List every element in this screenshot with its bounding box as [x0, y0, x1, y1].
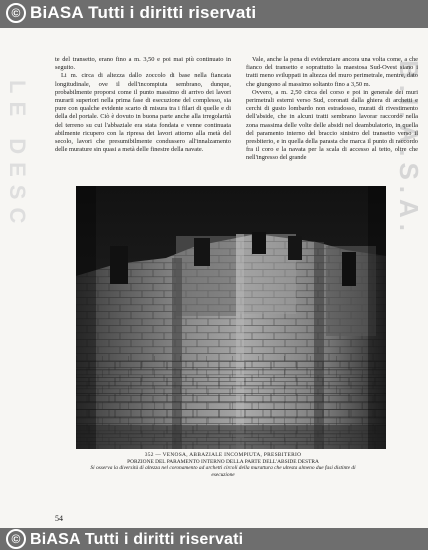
- watermark-left-vertical: LE DESC: [5, 80, 30, 232]
- watermark-top-label: BiASA Tutti i diritti riservati: [30, 3, 257, 22]
- watermark-bottom-text: [6, 529, 243, 549]
- text-column-right: [246, 56, 418, 163]
- watermark-bottom-banner: [0, 528, 428, 550]
- copyright-icon-bottom: ©: [6, 529, 26, 549]
- text-column-left: [55, 56, 231, 154]
- watermark-top-text: [6, 3, 256, 23]
- caption-line-3: Si osserva la diversità di altezza nel coronamento ad archetti circoli della murattura che ultesta almeno due fasi distinte di esecuzione: [90, 465, 356, 478]
- caption-line-2: PORZIONE DEL PARAMENTO INTERNO DELLA PARTE DELL'ABSIDE DESTRA: [127, 458, 319, 465]
- left-paragraph-2: Li m. circa di altezza dallo zoccolo di base nella fiancata longitudinale, ove il dell'incompiuta sembrano, dunque, probabilmente proporsi come il punto massimo di arrivo dei lavori murarii superiori nella prima fase di esecuzione del complesso, sia pure con qualche evidente scarto di misura tra i filari di quelle e di della del portale. Ciò è dovuto in buona parte anche alla irregolarità del terreno su cui l'abbaziale era stata fondata e venne continuata abilmente ricupero con la ripresa dei lavori attorno alla metà del secolo, lavori che presumibilmente condussero all'innalzamento delle murature sin quasi a metà delle finestre della navate.: [55, 72, 231, 154]
- copyright-icon: ©: [6, 3, 26, 23]
- page-number: 54: [55, 514, 63, 523]
- watermark-side-vertical: B.I.A.S.A.: [394, 60, 424, 238]
- figure-photo-wall: [76, 186, 386, 449]
- right-paragraph-1: Vale, anche la pena di evidenziare ancora una volta come, a che fianco del transetto e soprattutto la maestosa Sud-Ovest siano i tratti meno sviluppati in altezza del muro perimetrale, mentre, dato che giungono al massimo soltanto fino a 3,50 m.: [246, 56, 418, 88]
- watermark-top-banner: [0, 0, 428, 28]
- watermark-bottom-label: BiASA Tutti i diritti riservati: [30, 531, 244, 548]
- right-paragraph-2: Ovvero, a m. 2,50 circa del corso e poi in generale dei muri perimetrali esterni verso Sud, coronati dalla ghiera di archetti e cerchi di gusto lombardo non estradosso, murati di rivestimento dell'abside, che in alcuni tratti sembrano lavorar raccordo nella zona massima delle volte delle absidi nel deambulatorio, in quella del paramento interno del braccio sinistro del transetto verso il presbiterio, e in quella della parasta che marca il punto di raccordo fra il coro e la navata per la scala di accesso al tetto, oltre che nell'ingresso del grande: [246, 88, 418, 162]
- caption-line-1: 352 — VENOSA, ABBAZIALE INCOMPIUTA, PRESBITERIO: [144, 452, 302, 458]
- left-paragraph-1: te del transetto, erano fino a m. 3,50 e poi mai più continuato in seguito.: [55, 56, 231, 72]
- figure-caption: [88, 452, 358, 478]
